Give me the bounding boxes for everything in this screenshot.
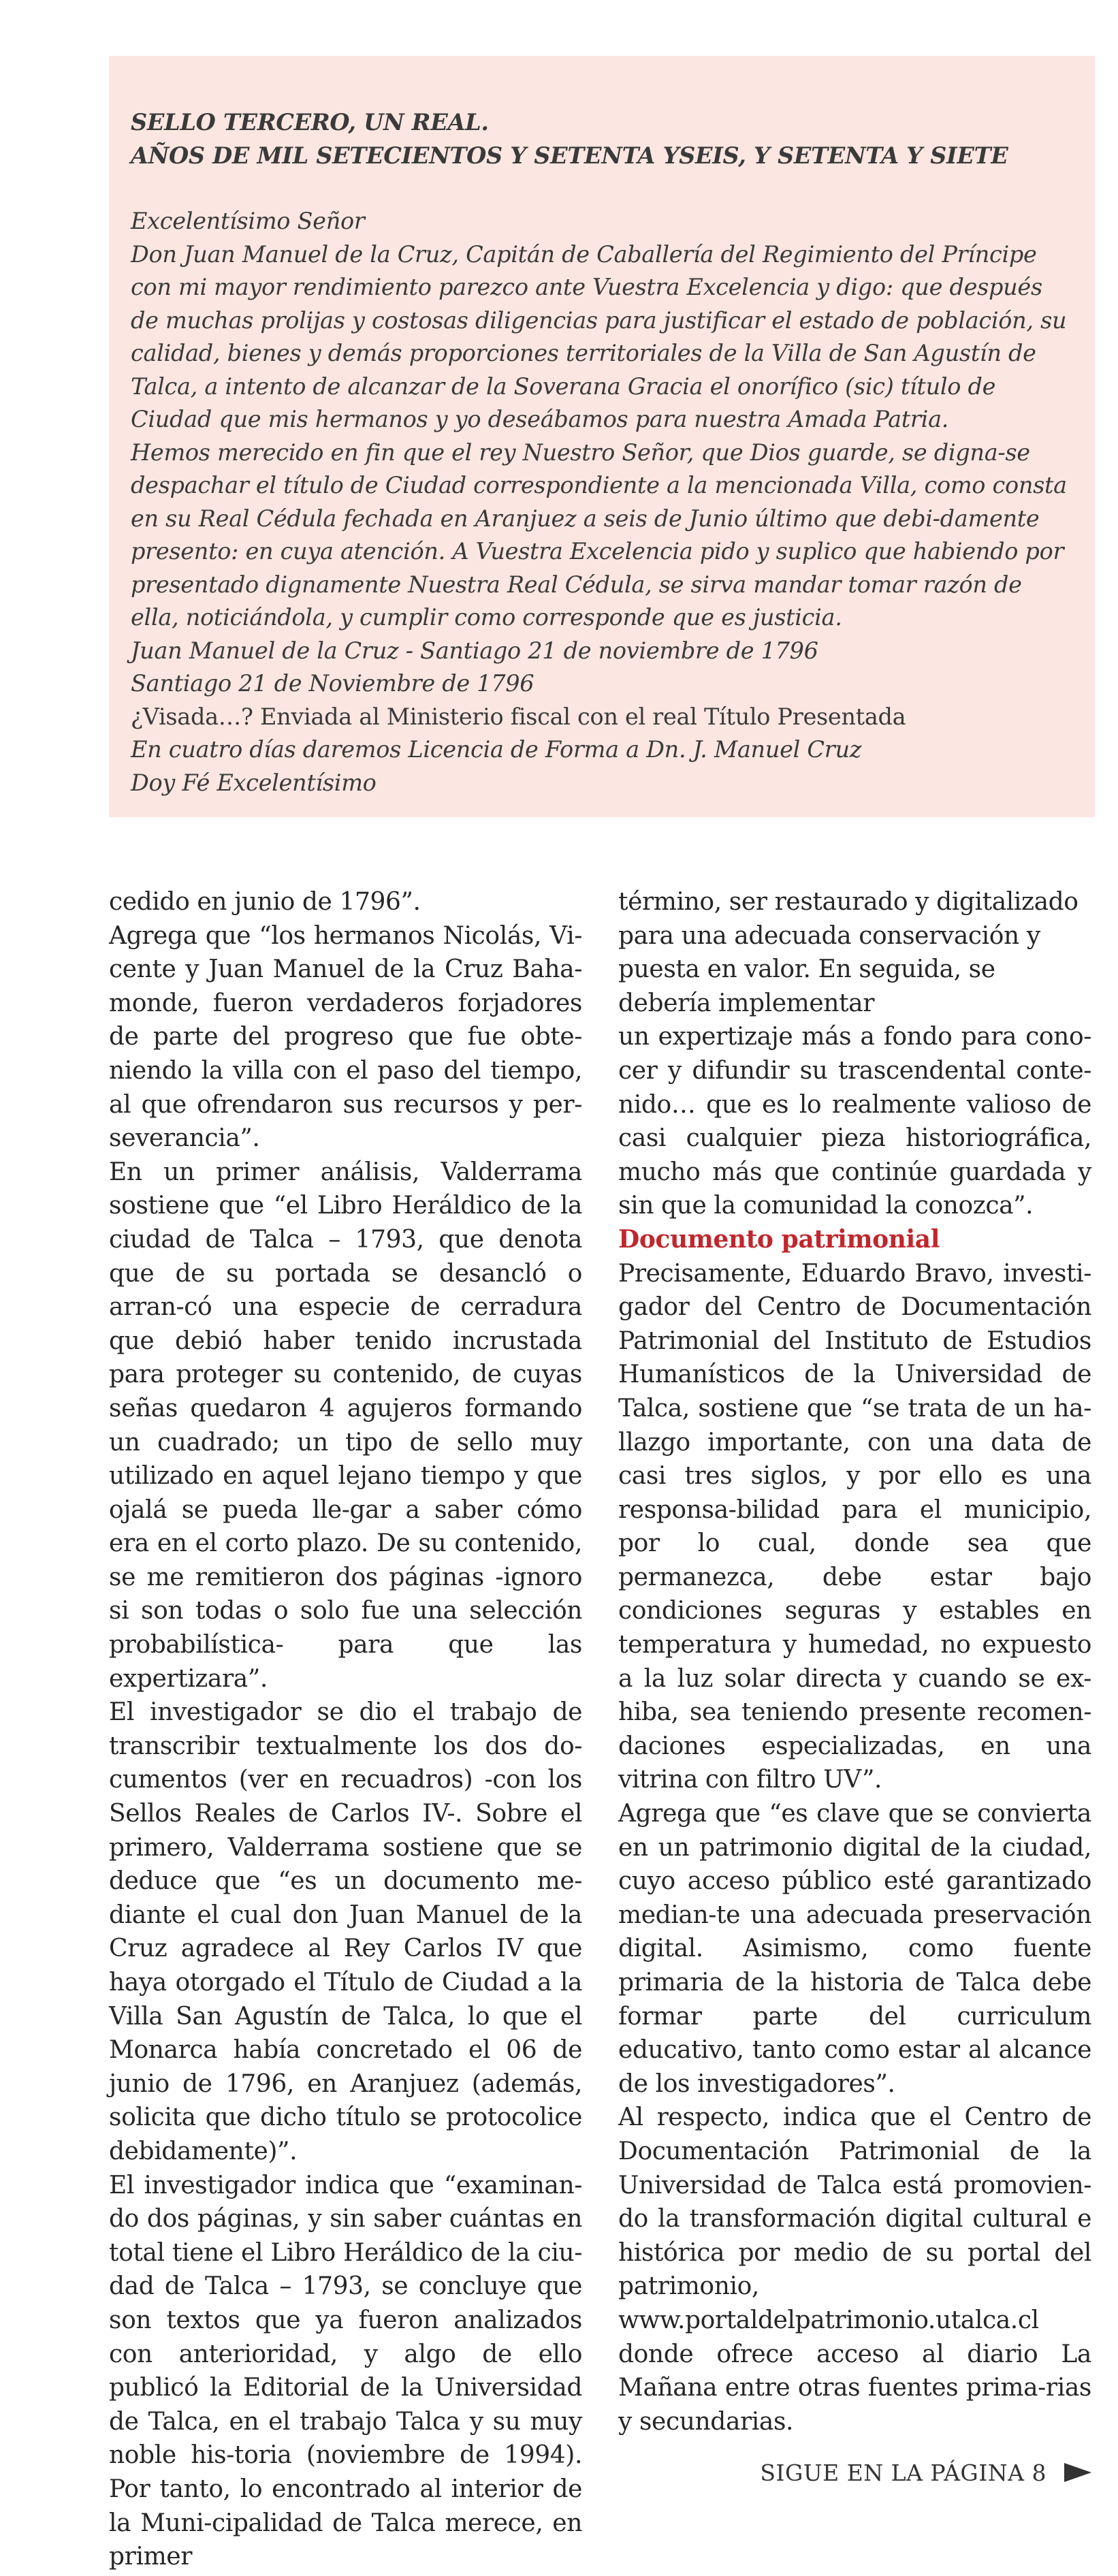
paragraph: cedido en junio de 1796”. (109, 888, 421, 916)
document-note-3: Doy Fé Excelentísimo (131, 769, 377, 796)
paragraph: Precisamente, Eduardo Bravo, investi-gador del Centro de Documentación Patrimonial del Instituto de Estudios Humanísticos de la Universidad de Talca, sostiene que “se trata de un ha-llazgo importante, con una data de casi tres siglos, y por ello es una responsa-bilidad para el municipio, por lo cual, donde sea que permanezca, debe estar bajo condiciones seguras y estables en temperatura y humedad, no expuesto a la luz solar directa y cuando se ex-hiba, sea teniendo presente recomen-daciones especializadas, en una vitrina con filtro UV”. (618, 1259, 1091, 1794)
paragraph: En un primer análisis, Valderrama sostiene que “el Libro Heráldico de la ciudad de Talca – 1793, que denota que de su portada se desancló o arran-có una especie de cerradura que debió haber tenido incrustada para proteger su contenido, de cuyas señas quedaron 4 agujeros formando un cuadrado; un tipo de sello muy utilizado en aquel lejano tiempo y que ojalá se pueda lle-gar a saber cómo era en el corto plazo. De su contenido, se me remitieron dos páginas -ignoro si son todas o solo fue una selección probabilística- para que las expertizara”. (109, 1158, 582, 1693)
paragraph: Al respecto, indica que el Centro de Documentación Patrimonial de la Universidad de Talca está promovien-do la transformación digital cultural e histórica por medio de su portal del patrimonio, www.portaldelpatrimonio.utalca.cl donde ofrece acceso al diario La Mañana entre otras fuentes prima-rias y secundarias. (618, 2103, 1091, 2436)
document-note-2: En cuatro días daremos Licencia de Forma a Dn. J. Manuel Cruz (131, 736, 862, 763)
continue-label: SIGUE EN LA PÁGINA 8 (760, 2459, 1047, 2486)
paragraph: El investigador indica que “examinan-do dos páginas, y sin saber cuántas en total tiene el Libro Heráldico de la ciu-dad de Talca – 1793, se concluye que son textos que ya fueron analizados con anterioridad, y algo de ello publicó la Editorial de la Universidad de Talca, en el trabajo Talca y su muy noble his-toria (noviembre de 1994). Por tanto, lo encontrado al interior de la Muni-cipalidad de Talca merece, en primer (109, 2171, 582, 2571)
paragraph: término, ser restaurado y digitalizado para una adecuada conservación y puesta en valor. En seguida, se debería implementar (618, 888, 1079, 1017)
transcribed-document-box (109, 56, 1095, 817)
section-subheading: Documento patrimonial (618, 1224, 940, 1254)
continue-on-page-link[interactable] (724, 2455, 1091, 2490)
document-salutation: Excelentísimo Señor (131, 208, 365, 234)
document-body: Don Juan Manuel de la Cruz, Capitán de Caballería del Regimiento del Príncipe con mi mayor rendimiento parezco ante Vuestra Excelencia y digo: que después de muchas prolijas y costosas diligencias para justificar el estado de población, su calidad, bienes y demás proporciones territoriales de la Villa de San Agustín de Talca, a intento de alcanzar de la Soverana Gracia el onorífico (sic) título de Ciudad que mis hermanos y yo deseábamos para nuestra Amada Patria. (131, 240, 1067, 432)
article-left-column (109, 885, 582, 2574)
document-note: ¿Visada…? Enviada al Ministerio fiscal con el real Título Presentada (131, 703, 906, 730)
spacer (131, 172, 1073, 205)
right-arrow-icon (1064, 2463, 1091, 2482)
paragraph: un expertizaje más a fondo para cono-cer y difundir su trascendental conte-nido… que es lo realmente valioso de casi cualquier pieza historiográfica, mucho más que continúe guardada y sin que la comunidad la conozca”. (618, 1023, 1091, 1220)
paragraph: El investigador se dio el trabajo de transcribir textualmente los dos do-cumentos (ver en recuadros) -con los Sellos Reales de Carlos IV-. Sobre el primero, Valderrama sostiene que se deduce que “es un documento me-diante el cual don Juan Manuel de la Cruz agradece al Rey Carlos IV que haya otorgado el Título de Ciudad a la Villa San Agustín de Talca, lo que el Monarca había concretado el 06 de junio de 1796, en Aranjuez (además, solicita que dicho título se protocolice debidamente)”. (109, 1698, 582, 2165)
document-body-2: Hemos merecido en fin que el rey Nuestro Señor, que Dios guarde, se digna-se despachar el título de Ciudad correspondiente a la mencionada Villa, como consta en su Real Cédula fechada en Aranjuez a seis de Junio último que debi-damente presento: en cuya atención. A Vuestra Excelencia pido y suplico que habiendo por presentado dignamente Nuestra Real Cédula, se sirva mandar tomar razón de ella, noticiándola, y cumplir como corresponde que es justicia. (131, 439, 1067, 631)
paragraph: Agrega que “es clave que se convierta en un patrimonio digital de la ciudad, cuyo acceso público esté garantizado median-te una adecuada preservación digital. Asimismo, como fuente primaria de la historia de Talca debe formar parte del curriculum educativo, tanto como estar al alcance de los investigadores”. (618, 1800, 1091, 2098)
document-date: Santiago 21 de Noviembre de 1796 (131, 670, 534, 697)
document-heading-line1: SELLO TERCERO, UN REAL. (131, 109, 489, 136)
document-signature: Juan Manuel de la Cruz - Santiago 21 de noviembre de 1796 (131, 637, 818, 664)
document-heading-line2: AÑOS DE MIL SETECIENTOS Y SETENTA YSEIS, Y SETENTA Y SIETE (131, 142, 1008, 169)
article-right-column (618, 885, 1091, 2438)
paragraph: Agrega que “los hermanos Nicolás, Vi-cente y Juan Manuel de la Cruz Baha-monde, fueron verdaderos forjadores de parte del progreso que fue obte-niendo la villa con el paso del tiempo, al que ofrendaron sus recursos y per-severancia”. (109, 921, 582, 1153)
